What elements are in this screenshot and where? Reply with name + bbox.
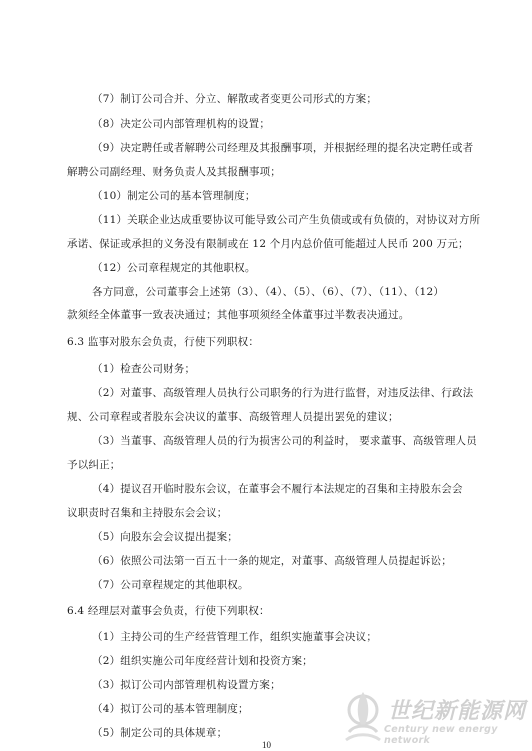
text-line: （9）决定聘任或者解聘公司经理及其报酬事项，并根据经理的提名决定聘任或者	[92, 142, 474, 154]
text-line: （2）组织实施公司年度经营计划和投资方案；	[92, 655, 313, 667]
watermark	[340, 688, 530, 748]
text-line: 解聘公司副经理、财务负责人及其报酬事项；	[67, 166, 281, 178]
text-line: （5）向股东会会议提出提案；	[92, 531, 238, 543]
text-line: （7）制订公司合并、分立、解散或者变更公司形式的方案；	[92, 93, 378, 105]
watermark-emblem-icon	[340, 688, 386, 746]
watermark-logo-text: 世纪新能源网	[388, 699, 527, 724]
section-heading: 6.4 经理层对董事会负责，行使下列职权：	[67, 605, 270, 617]
section-heading: 6.3 监事对股东会负责，行使下列职权：	[67, 336, 260, 348]
watermark-subtitle: Century new energy network	[384, 724, 498, 746]
text-line: （1）主持公司的生产经营管理工作，组织实施董事会决议；	[92, 631, 378, 643]
text-line: （7）公司章程规定的其他职权。	[92, 579, 249, 591]
text-line: （3）当董事、高级管理人员的行为损害公司的利益时， 要求董事、高级管理人员	[92, 435, 477, 447]
text-line: （1）检查公司财务；	[92, 363, 196, 375]
text-line: 议职责时召集和主持股东会会议；	[67, 507, 228, 519]
text-line: （8）决定公司内部管理机构的设置；	[92, 118, 271, 130]
text-line: （10）制定公司的基本管理制度；	[92, 190, 256, 202]
text-line: 规、公司章程或者股东会决议的董事、高级管理人员提出罢免的建议；	[67, 411, 399, 423]
text-line: 承诺、保证或承担的义务没有限制或在 12 个月内总价值可能超过人民币 200 万元；	[67, 238, 469, 250]
text-line: （4）提议召开临时股东会议，在董事会不履行本法规定的召集和主持股东会会	[92, 483, 463, 495]
text-line: （11）关联企业达成重要协议可能导致公司产生负债或或有负债的，对协议对方所	[92, 214, 481, 226]
text-line: （3）拟订公司内部管理机构设置方案；	[92, 679, 281, 691]
page-number: 10	[262, 740, 271, 750]
text-line: （6）依照公司法第一百五十一条的规定，对董事、高级管理人员提起诉讼；	[92, 555, 452, 567]
text-line: （4）拟订公司的基本管理制度；	[92, 703, 249, 715]
text-line: 予以纠正；	[67, 459, 121, 471]
text-line: 各方同意，公司董事会上述第（3）、（4）、（5）、（6）、（7）、（11）、（12）	[92, 286, 445, 298]
text-line: （5）制定公司的具体规章；	[92, 727, 228, 739]
text-line: （12）公司章程规定的其他职权。	[92, 262, 256, 274]
text-line: （2）对董事、高级管理人员执行公司职务的行为进行监督，对违反法律、行政法	[92, 387, 474, 399]
text-line: 款须经全体董事一致表决通过；其他事项须经全体董事过半数表决通过。	[67, 309, 410, 321]
